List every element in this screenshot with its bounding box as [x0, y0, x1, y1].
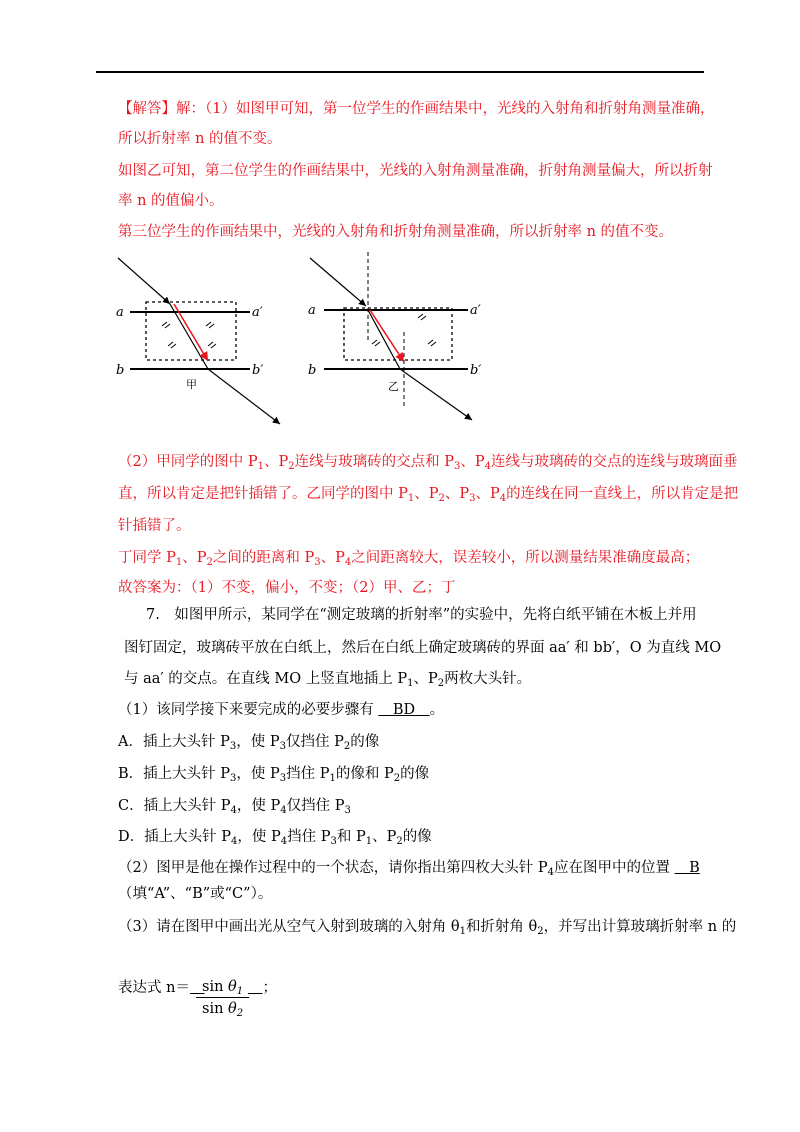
fraction-denominator: $\sin \theta_2$	[202, 1001, 244, 1019]
fraction-numerator: $\sin \theta_1$	[196, 979, 249, 998]
answer-line-5: 第三位学生的作画结果中，光线的入射角和折射角测量准确，所以折射率 n 的值不变。	[118, 224, 674, 240]
answer-line-1: 【解答】解：（1）如图甲可知，第一位学生的作画结果中，光线的入射角和折射角测量准确，	[118, 101, 715, 117]
label-b-prime: b′	[470, 363, 482, 378]
header-rule	[96, 71, 704, 73]
figure-jia	[110, 248, 290, 428]
answer-line-9: 丁同学 $P_1$、$P_2$之间的距离和 $P_3$、$P_4$之间距离较大，误差较小，所以测量结果准确度最高；	[118, 550, 700, 568]
incident-ray	[118, 258, 170, 304]
hatch-marks	[162, 322, 216, 348]
step-2-hint: （填“A”、“B”或“C”）。	[118, 886, 273, 902]
label-a-prime: a′	[470, 303, 481, 318]
answer-line-2: 所以折射率 n 的值不变。	[118, 131, 282, 147]
answer-line-4: 率 n 的值偏小。	[118, 193, 224, 209]
option-b: B．插上大头针 $P_3$，使 $P_3$挡住 $P_1$的像和 $P_2$的像	[118, 766, 430, 784]
refractive-index-fraction	[196, 979, 249, 1017]
option-a: A．插上大头针 $P_3$，使 $P_3$仅挡住 $P_2$的像	[118, 734, 380, 752]
label-b: b	[308, 363, 317, 378]
label-a: a	[116, 305, 124, 320]
answer-tag: 【解答】	[118, 101, 176, 117]
step-1: （1）该同学接下来要完成的必要步骤有 BD 。	[118, 702, 445, 718]
figure-yi	[300, 248, 490, 428]
answer-line-6: （2）甲同学的图中 $P_1$、$P_2$连线与玻璃砖的交点和 $P_3$、$P_4$连线与玻璃砖的交点的连线与玻璃面垂	[118, 454, 738, 472]
step-1-answer: BD	[378, 702, 430, 718]
step-2: （2）图甲是他在操作过程中的一个状态，请你指出第四枚大头针 $P_4$应在图甲中的位置 B	[118, 860, 700, 878]
label-b: b	[116, 363, 125, 378]
glass-outline	[146, 302, 236, 360]
expression-line: 表达式 n＝	[118, 980, 190, 996]
refracted-ray	[170, 304, 208, 369]
step-2-answer: B	[674, 860, 700, 876]
label-b-prime: b′	[252, 363, 264, 378]
emergent-ray	[208, 369, 280, 424]
label-a: a	[308, 303, 316, 318]
answer-line-7: 直，所以肯定是把针插错了。乙同学的图中 $P_1$、$P_2$、$P_3$、$P_4$的连线在同一直线上，所以肯定是把	[118, 486, 739, 504]
option-c: C．插上大头针 $P_4$，使 $P_4$仅挡住 $P_3$	[118, 798, 351, 816]
question-line-3: 与 aa′ 的交点。在直线 MO 上竖直地插上 $P_1$、$P_2$两枚大头针。	[124, 671, 532, 689]
answer-line-8: 针插错了。	[118, 518, 191, 534]
incident-ray	[310, 258, 366, 306]
label-a-prime: a′	[252, 305, 263, 320]
expression-end: ；	[262, 980, 277, 996]
question-line-1: 7. 如图甲所示，某同学在“测定玻璃的折射率”的实验中，先将白纸平铺在木板上并用	[146, 607, 697, 623]
answer-line-3: 如图乙可知，第二位学生的作画结果中，光线的入射角测量准确，折射角测量偏大，所以折射	[118, 163, 713, 179]
answer-line-10: 故答案为：（1）不变，偏小，不变；（2）甲、乙；丁	[118, 580, 456, 596]
emergent-ray	[400, 369, 472, 420]
step-3: （3）请在图甲中画出光从空气入射到玻璃的入射角 $\theta_1$和折射角 $\theta_2$，并写出计算玻璃折射率 n 的	[118, 919, 737, 937]
caption-yi: 乙	[388, 380, 399, 393]
option-d: D．插上大头针 $P_4$，使 $P_4$挡住 $P_3$和 $P_1$、$P_2$的像	[118, 829, 432, 847]
caption-jia: 甲	[186, 378, 197, 391]
red-ray	[370, 310, 404, 362]
question-line-2: 图钉固定，玻璃砖平放在白纸上，然后在白纸上确定玻璃砖的界面 aa′ 和 bb′，O 为直线 MO	[124, 640, 722, 656]
